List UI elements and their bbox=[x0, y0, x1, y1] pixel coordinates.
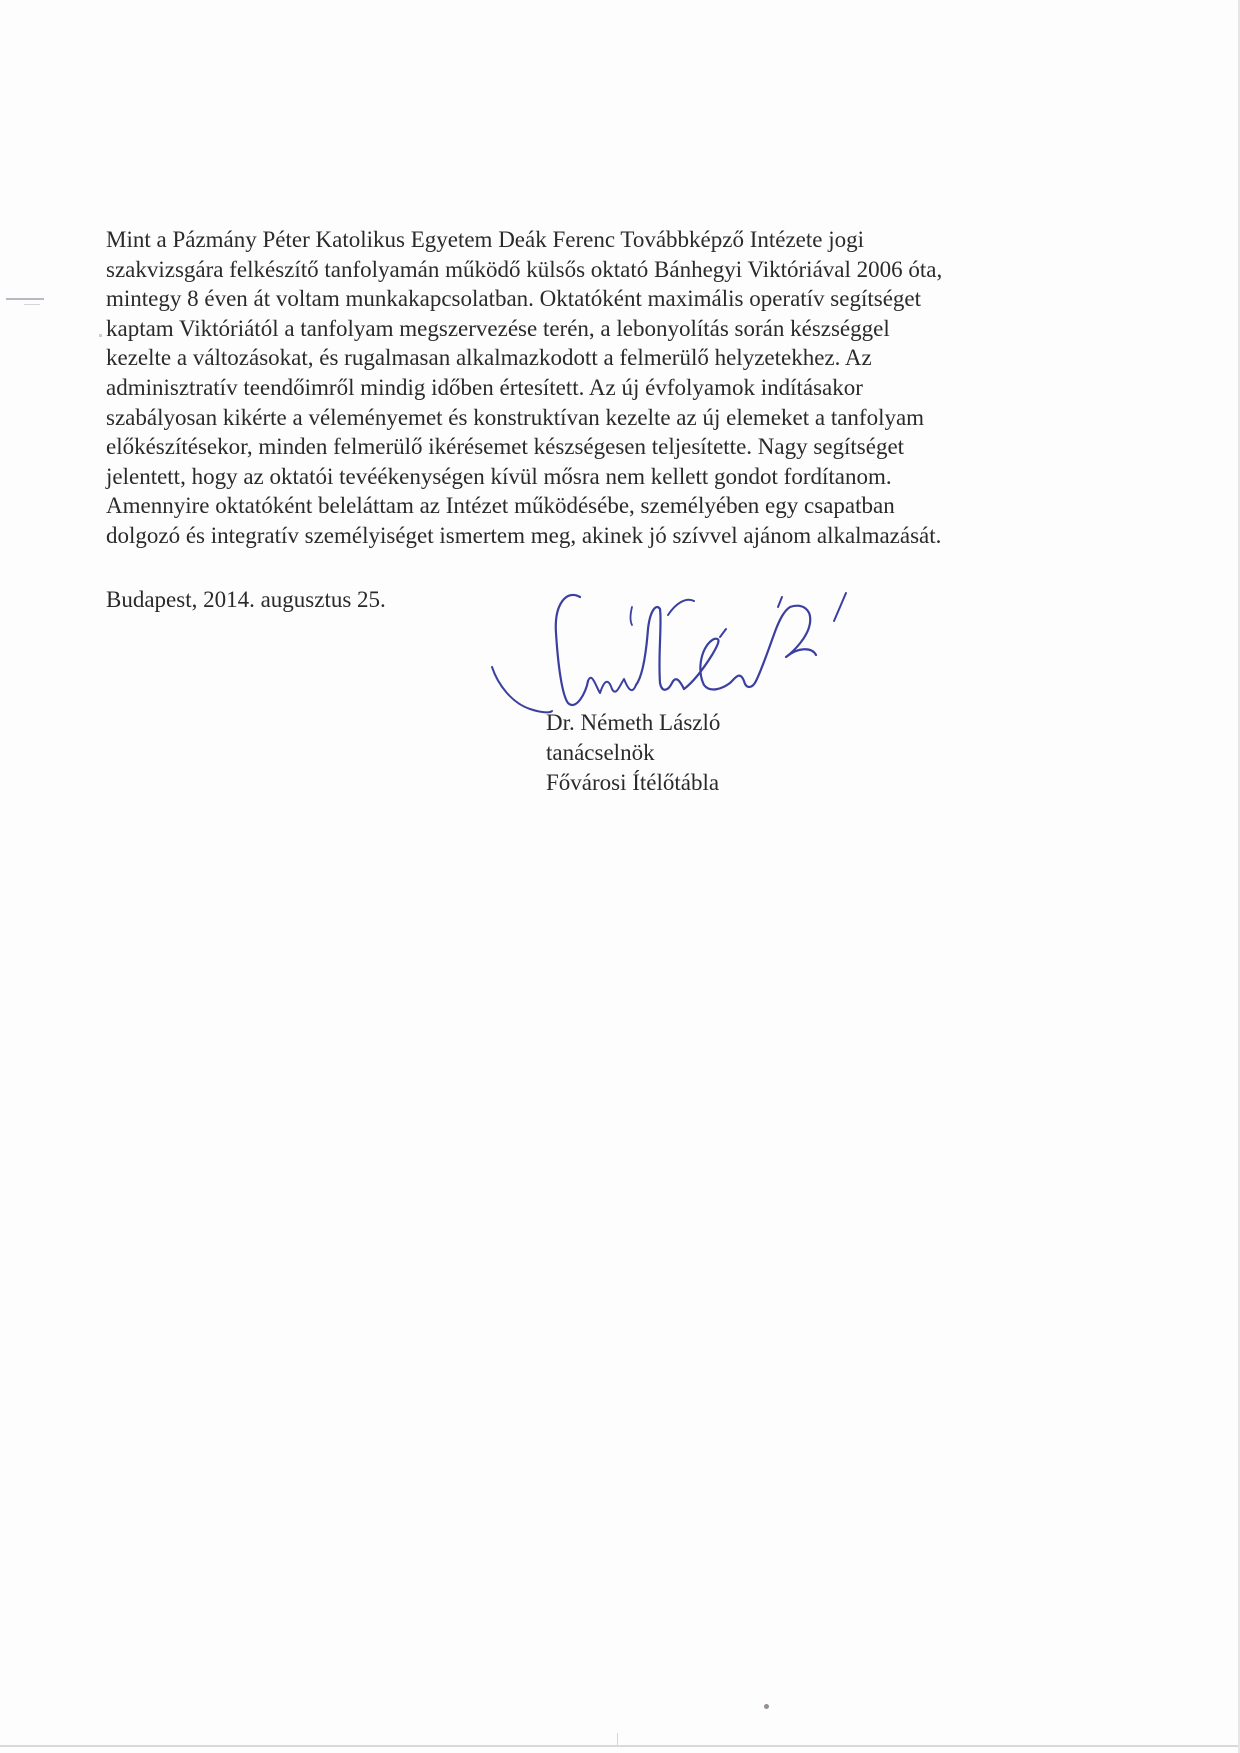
letter-body-line: szabályosan kikérte a véleményemet és konstruktívan kezelte az új elemeket a tanfolyam bbox=[106, 404, 925, 430]
letter-body-line: szakvizsgára felkészítő tanfolyamán működő külsős oktató Bánhegyi Viktóriával 2006 óta, bbox=[106, 256, 943, 282]
scan-bottom-edge bbox=[0, 1745, 1240, 1747]
letter-body-line: jelentett, hogy az oktatói tevéékenységen kívül mősra nem kellett gondot fordítanom. bbox=[106, 463, 892, 489]
signature-stroke bbox=[588, 678, 636, 693]
letter-body-line: Amennyire oktatóként beleláttam az Intézet működésébe, személyében egy csapatban bbox=[106, 493, 895, 519]
signature-stroke bbox=[631, 607, 633, 625]
signer-organization: Fővárosi Ítélőtábla bbox=[546, 770, 720, 795]
signature-stroke bbox=[778, 597, 782, 607]
signature-stroke bbox=[720, 629, 726, 637]
signature-stroke bbox=[756, 606, 816, 681]
place-date: Budapest, 2014. augusztus 25. bbox=[106, 587, 386, 612]
letter-body-line: kaptam Viktóriától a tanfolyam megszervezése terén, a lebonyolítás során készséggel bbox=[106, 315, 890, 341]
letter-body-line: dolgozó és integratív személyiséget ismertem meg, akinek jó szívvel ajánom alkalmazását. bbox=[106, 522, 942, 548]
scan-artifact-mark bbox=[24, 304, 40, 305]
signer-block bbox=[546, 708, 720, 798]
signer-title: tanácselnök bbox=[546, 740, 655, 765]
signer-name: Dr. Németh László bbox=[546, 710, 721, 735]
signature-stroke bbox=[668, 600, 694, 615]
signature-stroke bbox=[834, 593, 846, 621]
scan-artifact-mark bbox=[99, 334, 102, 337]
letter-body-line: adminisztratív teendőimről mindig időben értesített. Az új évfolyamok indításakor bbox=[106, 374, 863, 400]
letter-body-line: kezelte a változásokat, és rugalmasan alkalmazkodott a felmerülő helyzetekhez. Az bbox=[106, 345, 872, 371]
letter-body bbox=[106, 225, 1116, 551]
letter-body-line: előkészítésekor, minden felmerülő ikérésemet készségesen teljesítette. Nagy segítséget bbox=[106, 434, 905, 460]
scan-artifact-mark bbox=[6, 298, 44, 300]
signature-stroke bbox=[492, 667, 552, 712]
letter-body-line: mintegy 8 éven át voltam munkakapcsolatban. Oktatóként maximális operatív segítséget bbox=[106, 286, 922, 312]
signature-ink bbox=[492, 593, 846, 712]
signature-stroke bbox=[556, 595, 588, 705]
signature-stroke bbox=[636, 607, 684, 690]
letter-body-line: Mint a Pázmány Péter Katolikus Egyetem Deák Ferenc Továbbképző Intézete jogi bbox=[106, 227, 865, 252]
signature-stroke bbox=[684, 639, 756, 690]
scan-artifact-dot bbox=[764, 1704, 769, 1709]
